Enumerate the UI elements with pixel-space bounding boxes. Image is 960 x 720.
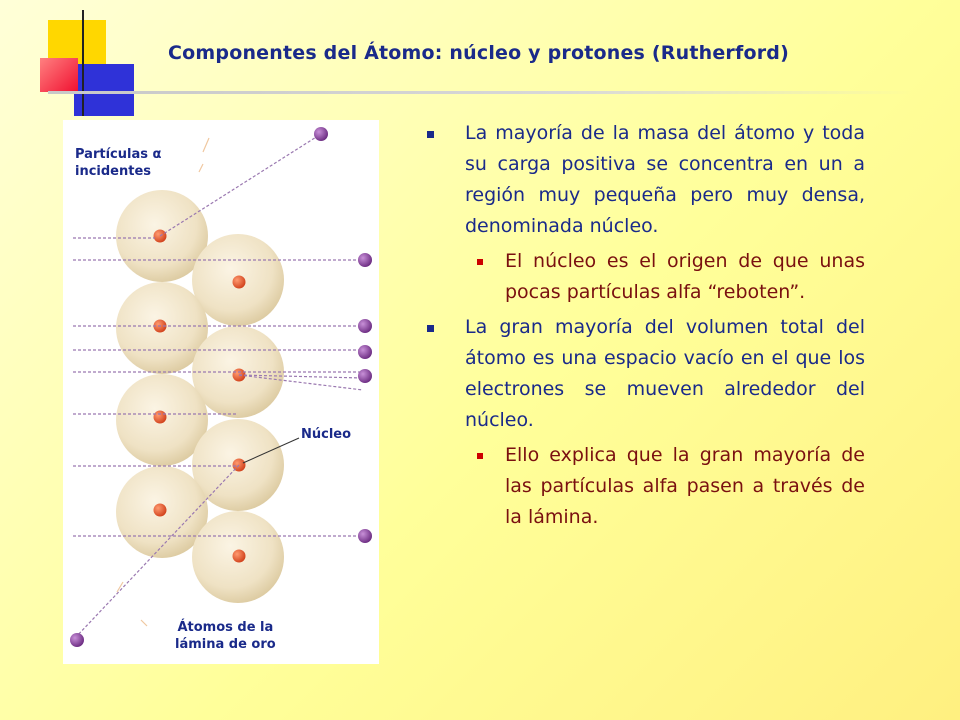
foil-label-line2: lámina de oro xyxy=(175,637,276,652)
nucleus-dot xyxy=(154,411,167,424)
bullet-list xyxy=(425,118,865,537)
foil-label-line1: Átomos de la xyxy=(177,620,274,635)
nucleus-label: Núcleo xyxy=(301,427,352,442)
nucleus-dot xyxy=(233,550,246,563)
nucleus-dot xyxy=(233,276,246,289)
alpha-particle xyxy=(358,345,372,359)
page-title: Componentes del Átomo: núcleo y protones (Rutherford) xyxy=(168,42,789,64)
nucleus-dot xyxy=(154,504,167,517)
incident-label-line1: Partículas α xyxy=(75,147,162,162)
rutherford-foil-figure xyxy=(63,120,379,664)
bullet-mass-concentration: La mayoría de la masa del átomo y toda su carga positiva se concentra en un a región muy pequeña pero muy densa, denominada núcleo. xyxy=(425,118,865,242)
incident-label-line2: incidentes xyxy=(75,164,152,179)
sub-bullet-pass-through: Ello explica que la gran mayoría de las partículas alfa pasen a través de la lámina. xyxy=(425,440,865,533)
scatter-tick xyxy=(199,164,203,172)
gold-atoms xyxy=(116,190,284,603)
bullet-empty-space: La gran mayoría del volumen total del átomo es una espacio vacío en el que los electrones se mueven alrededor del núcleo. xyxy=(425,312,865,436)
foil-atoms-label xyxy=(175,619,276,653)
incident-particles-label xyxy=(75,146,161,180)
deco-vertical-line xyxy=(82,10,84,116)
scatter-tick xyxy=(141,620,147,626)
sub-bullet-rebound: El núcleo es el origen de que unas pocas partículas alfa “reboten”. xyxy=(425,246,865,308)
scatter-tick xyxy=(203,138,209,152)
alpha-particle xyxy=(358,319,372,333)
alpha-particle xyxy=(358,369,372,383)
deco-red-square xyxy=(40,58,78,92)
alpha-scattering-diagram xyxy=(63,120,379,664)
alpha-particle xyxy=(358,253,372,267)
title-underline xyxy=(48,91,912,94)
alpha-particle xyxy=(314,127,328,141)
alpha-particle xyxy=(358,529,372,543)
alpha-particle xyxy=(70,633,84,647)
